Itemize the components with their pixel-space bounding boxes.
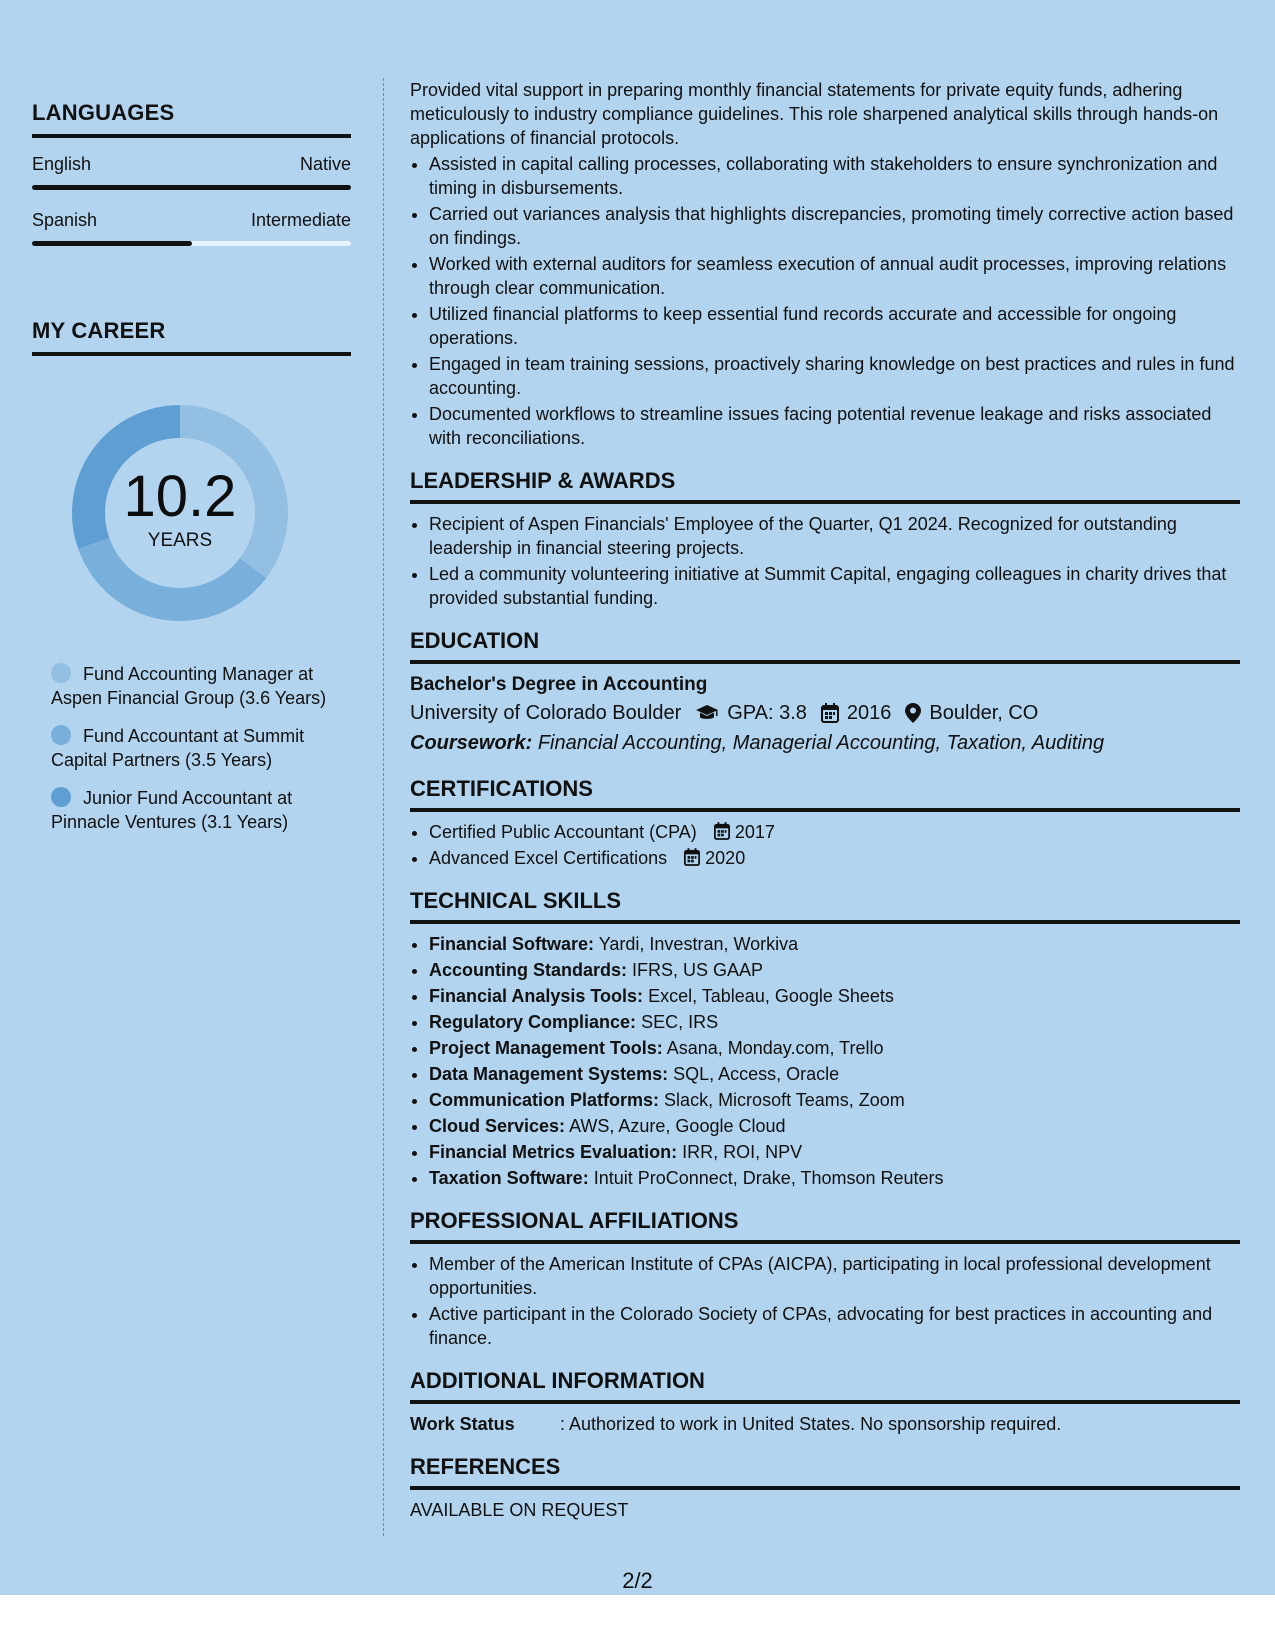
certification-name: Certified Public Accountant (CPA) (429, 822, 697, 842)
education-coursework (410, 728, 1240, 758)
additional-info-section (410, 1368, 1240, 1436)
experience-summary: Provided vital support in preparing monthly financial statements for private equity funds, adhering meticulously to industry compliance guidelines. This role sharpened analytical skills through hands-on applications of financial protocols. (410, 80, 1219, 148)
skill-value: SEC, IRS (641, 1012, 719, 1032)
calendar-icon (714, 822, 730, 840)
career-legend-text: Fund Accounting Manager at Aspen Financial Group (3.6 Years) (51, 664, 327, 708)
section-title: PROFESSIONAL AFFILIATIONS (410, 1208, 1240, 1244)
list-item (429, 1062, 1240, 1086)
list-item (429, 1140, 1240, 1164)
donut-center (65, 398, 295, 628)
section-title: ADDITIONAL INFORMATION (410, 1368, 1240, 1404)
work-status-label: Work Status (410, 1414, 515, 1434)
list-item (429, 984, 1240, 1008)
skill-label: Accounting Standards: (429, 960, 628, 980)
skill-label: Financial Analysis Tools: (429, 986, 644, 1006)
list-item (429, 846, 1240, 870)
coursework-list: Financial Accounting, Managerial Accounting, Taxation, Auditing (537, 732, 1105, 754)
career-legend-item (51, 662, 341, 710)
list-item (429, 1088, 1240, 1112)
work-status-value: : Authorized to work in United States. No sponsorship required. (560, 1414, 1062, 1434)
education-section (410, 628, 1240, 758)
skill-value: IFRS, US GAAP (632, 960, 764, 980)
skill-value: SQL, Access, Oracle (673, 1064, 840, 1084)
career-legend (32, 662, 341, 834)
skill-label: Data Management Systems: (429, 1064, 669, 1084)
skill-value: Asana, Monday.com, Trello (666, 1038, 884, 1058)
skill-label: Regulatory Compliance: (429, 1012, 637, 1032)
certifications-section (410, 776, 1240, 870)
section-title: EDUCATION (410, 628, 1240, 664)
graduation-cap-icon (695, 704, 719, 722)
skill-value: Yardi, Investran, Workiva (598, 934, 799, 954)
sidebar (32, 100, 351, 848)
certification-name: Advanced Excel Certifications (429, 848, 668, 868)
legend-dot-icon (51, 725, 71, 745)
references-text: AVAILABLE ON REQUEST (410, 1500, 629, 1520)
section-title: REFERENCES (410, 1454, 1240, 1490)
list-item: • Assisted in capital calling processes, collaborating with stakeholders to ensure synchronization and timing in disbursements. (429, 152, 1240, 200)
experience-bullets (410, 152, 1240, 450)
list-item: • Documented workflows to streamline issues facing potential revenue leakage and risks associated with reconciliations. (429, 402, 1240, 450)
skill-value: Excel, Tableau, Google Sheets (648, 986, 894, 1006)
language-name: English (32, 154, 92, 174)
skill-value: Intuit ProConnect, Drake, Thomson Reuters (593, 1168, 944, 1188)
list-item: • Worked with external auditors for seamless execution of annual audit processes, improving relations through clear communication. (429, 252, 1240, 300)
main-content (410, 78, 1240, 1522)
list-item: • Recipient of Aspen Financials' Employee of the Quarter, Q1 2024. Recognized for outstanding leadership in financial steering projects. (429, 512, 1240, 560)
list-item (429, 820, 1240, 844)
location-pin-icon (905, 703, 921, 723)
language-item (32, 154, 351, 190)
list-item (429, 1036, 1240, 1060)
experience-section (410, 78, 1240, 450)
skill-label: Cloud Services: (429, 1116, 566, 1136)
leadership-section (410, 468, 1240, 610)
list-item (429, 1166, 1240, 1190)
career-donut-chart (65, 398, 295, 628)
language-proficiency-fill (32, 241, 192, 246)
list-item (429, 1114, 1240, 1138)
skill-value: Slack, Microsoft Teams, Zoom (664, 1090, 905, 1110)
language-proficiency-bar (32, 185, 351, 190)
skill-label: Communication Platforms: (429, 1090, 660, 1110)
language-level: Native (299, 154, 351, 174)
affiliations-list (410, 1252, 1240, 1350)
list-item: • Engaged in team training sessions, proactively sharing knowledge on best practices and rules in fund accounting. (429, 352, 1240, 400)
list-item: • Utilized financial platforms to keep essential fund records accurate and accessible for ongoing operations. (429, 302, 1240, 350)
skill-label: Financial Software: (429, 934, 595, 954)
legend-dot-icon (51, 787, 71, 807)
certification-year: 2020 (705, 848, 746, 868)
certification-year: 2017 (734, 822, 775, 842)
career-title: MY CAREER (32, 318, 351, 356)
skill-value: IRR, ROI, NPV (682, 1142, 803, 1162)
language-proficiency-fill (32, 185, 351, 190)
list-item: • Led a community volunteering initiative at Summit Capital, engaging colleagues in charity drives that provided substantial funding. (429, 562, 1240, 610)
education-degree: Bachelor's Degree in Accounting (410, 674, 708, 695)
technical-skills-section (410, 888, 1240, 1190)
languages-title: LANGUAGES (32, 100, 351, 138)
career-legend-item (51, 724, 341, 772)
education-location: Boulder, CO (929, 702, 1039, 724)
education-school: University of Colorado Boulder (410, 702, 682, 724)
list-item: • Active participant in the Colorado Society of CPAs, advocating for best practices in accounting and finance. (429, 1302, 1240, 1350)
leadership-list (410, 512, 1240, 610)
list-item (429, 958, 1240, 982)
list-item (429, 932, 1240, 956)
calendar-icon (684, 848, 700, 866)
education-year: 2016 (846, 702, 892, 724)
references-section (410, 1454, 1240, 1522)
skill-label: Financial Metrics Evaluation: (429, 1142, 678, 1162)
career-years-unit: YEARS (147, 530, 213, 551)
language-item (32, 210, 351, 246)
list-item: • Member of the American Institute of CPAs (AICPA), participating in local professional development opportunities. (429, 1252, 1240, 1300)
section-title: LEADERSHIP & AWARDS (410, 468, 1240, 504)
language-proficiency-bar (32, 241, 351, 246)
legend-dot-icon (51, 663, 71, 683)
column-divider (383, 78, 384, 1536)
affiliations-section (410, 1208, 1240, 1350)
list-item: • Carried out variances analysis that highlights discrepancies, promoting timely corrective action based on findings. (429, 202, 1240, 250)
section-title: CERTIFICATIONS (410, 776, 1240, 812)
calendar-icon (821, 703, 839, 723)
certifications-list (410, 820, 1240, 870)
career-legend-text: Fund Accountant at Summit Capital Partners (3.5 Years) (51, 726, 305, 770)
skill-label: Taxation Software: (429, 1168, 589, 1188)
skill-value: AWS, Azure, Google Cloud (569, 1116, 786, 1136)
education-details (410, 698, 1240, 728)
skill-label: Project Management Tools: (429, 1038, 663, 1058)
technical-skills-list (410, 932, 1240, 1190)
work-status-row (410, 1412, 1240, 1436)
language-name: Spanish (32, 210, 98, 230)
career-legend-item (51, 786, 341, 834)
page-number: 2/2 (622, 1568, 653, 1593)
education-gpa: GPA: 3.8 (727, 702, 807, 724)
career-total-years: 10.2 (123, 464, 237, 529)
section-title: TECHNICAL SKILLS (410, 888, 1240, 924)
coursework-label: Coursework: (410, 732, 533, 754)
career-legend-text: Junior Fund Accountant at Pinnacle Ventures (3.1 Years) (51, 788, 293, 832)
list-item (429, 1010, 1240, 1034)
language-level: Intermediate (250, 210, 351, 230)
